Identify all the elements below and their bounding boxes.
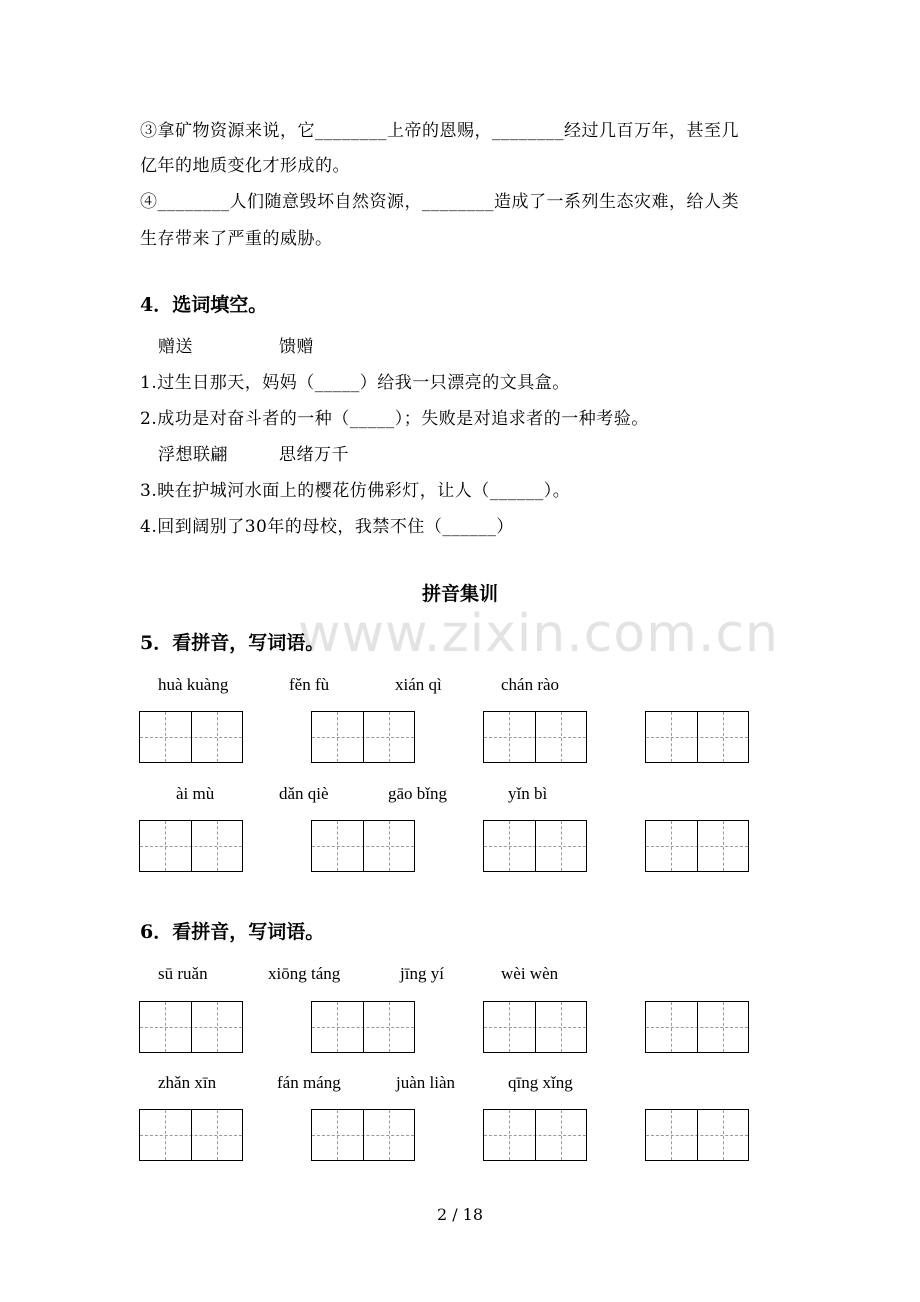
writing-grid[interactable] bbox=[311, 820, 415, 872]
word-option: 思绪万千 bbox=[279, 445, 349, 465]
writing-grid[interactable] bbox=[645, 1001, 749, 1053]
sentence-3: 3.映在护城河水面上的樱花仿佛彩灯，让人（______）。 bbox=[140, 481, 571, 501]
writing-grid[interactable] bbox=[139, 1109, 243, 1161]
section-title: 拼音集训 bbox=[421, 583, 498, 605]
watermark: www.zixin.com.cn bbox=[298, 604, 779, 664]
pinyin-label: jīng yí bbox=[400, 964, 444, 983]
pinyin-label: xiōng táng bbox=[268, 964, 341, 983]
question-5-title: 5．看拼音，写词语。 bbox=[140, 632, 325, 654]
pinyin-label: juàn liàn bbox=[396, 1073, 456, 1092]
writing-grid[interactable] bbox=[483, 1001, 587, 1053]
sentence-2: 2.成功是对奋斗者的一种（_____）；失败是对追求者的一种考验。 bbox=[140, 409, 649, 429]
page-number: 2 / 18 bbox=[436, 1205, 484, 1224]
pinyin-label: yǐn bì bbox=[508, 784, 548, 803]
pinyin-label: dǎn qiè bbox=[279, 784, 329, 803]
question-6-title: 6．看拼音，写词语。 bbox=[140, 921, 325, 943]
pinyin-label: gāo bǐng bbox=[388, 784, 448, 803]
word-option: 浮想联翩 bbox=[158, 445, 228, 465]
word-option: 赠送 bbox=[158, 337, 193, 357]
sentence-4: 4.回到阔别了30年的母校，我禁不住（______） bbox=[140, 517, 514, 537]
writing-grid[interactable] bbox=[139, 711, 243, 763]
pinyin-label: ài mù bbox=[176, 784, 215, 803]
writing-grid[interactable] bbox=[645, 711, 749, 763]
writing-grid[interactable] bbox=[139, 1001, 243, 1053]
writing-grid[interactable] bbox=[311, 1109, 415, 1161]
writing-grid[interactable] bbox=[483, 820, 587, 872]
passage-line-1: ③拿矿物资源来说，它________上帝的恩赐，________经过几百万年，甚至几 bbox=[140, 121, 739, 141]
pinyin-label: fěn fù bbox=[289, 675, 330, 694]
passage-line-3: ④________人们随意毁坏自然资源，________造成了一系列生态灾难，给人类 bbox=[140, 192, 739, 212]
writing-grid[interactable] bbox=[483, 1109, 587, 1161]
writing-grid[interactable] bbox=[139, 820, 243, 872]
passage-line-2: 亿年的地质变化才形成的。 bbox=[140, 156, 350, 176]
pinyin-label: huà kuàng bbox=[158, 675, 229, 694]
question-4-title: 4．选词填空。 bbox=[140, 294, 268, 316]
pinyin-label: fán máng bbox=[277, 1073, 341, 1092]
pinyin-label: chán rào bbox=[501, 675, 560, 694]
writing-grid[interactable] bbox=[483, 711, 587, 763]
sentence-1: 1.过生日那天，妈妈（_____）给我一只漂亮的文具盒。 bbox=[140, 373, 570, 393]
pinyin-label: zhǎn xīn bbox=[158, 1073, 217, 1092]
writing-grid[interactable] bbox=[645, 1109, 749, 1161]
pinyin-label: qīng xǐng bbox=[508, 1073, 573, 1092]
pinyin-label: sū ruǎn bbox=[158, 964, 208, 983]
writing-grid[interactable] bbox=[645, 820, 749, 872]
writing-grid[interactable] bbox=[311, 711, 415, 763]
passage-line-4: 生存带来了严重的威胁。 bbox=[140, 229, 333, 249]
pinyin-label: wèi wèn bbox=[501, 964, 559, 983]
pinyin-label: xián qì bbox=[395, 675, 442, 694]
writing-grid[interactable] bbox=[311, 1001, 415, 1053]
word-option: 馈赠 bbox=[279, 337, 314, 357]
